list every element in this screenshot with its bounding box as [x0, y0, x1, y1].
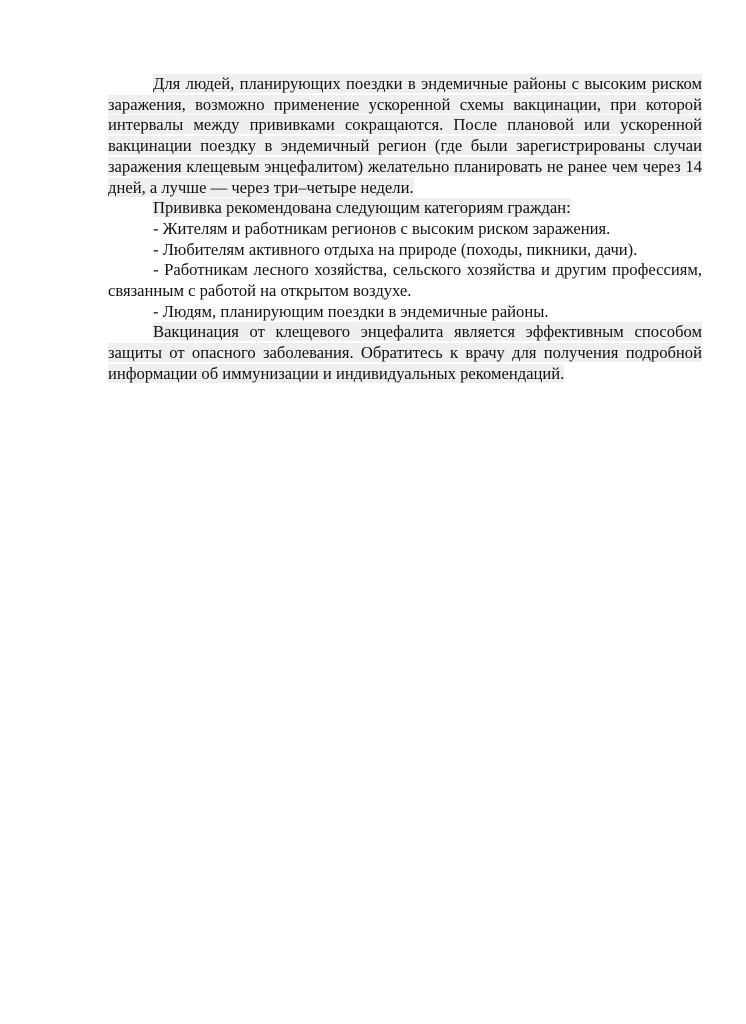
list-item-text: - Работникам лесного хозяйства, сельского хозяйства и другим профессиям, связанным с работой на открытом воздухе. — [108, 260, 702, 301]
list-item-forestry-workers — [108, 260, 702, 301]
document-body — [108, 74, 702, 385]
list-item-outdoor-lovers — [108, 240, 702, 261]
paragraph-text: Прививка рекомендована следующим категориям граждан: — [153, 198, 571, 218]
list-item-residents — [108, 219, 702, 240]
paragraph-text: Вакцинация от клещевого энцефалита является эффективным способом защиты от опасного заболевания. Обратитесь к врачу для получения подробной информации об иммунизации и индивидуальных рекомендаций. — [108, 322, 702, 383]
list-item-travelers — [108, 302, 702, 323]
paragraph-text: Для людей, планирующих поездки в эндемичные районы с высоким риском заражения, возможно применение ускоренной схемы вакцинации, при которой интервалы между прививками сокращаются. После плановой или ускоренной вакцинации поездку в эндемичный регион (где были зарегистрированы случаи заражения клещевым энцефалитом) желательно планировать не ранее чем через 14 дней, а лучше — через три–четыре недели. — [108, 74, 702, 197]
list-item-text: - Людям, планирующим поездки в эндемичные районы. — [153, 301, 549, 321]
paragraph-conclusion — [108, 322, 702, 384]
list-item-text: - Любителям активного отдыха на природе (походы, пикники, дачи). — [153, 239, 638, 259]
paragraph-accelerated-scheme — [108, 74, 702, 198]
paragraph-categories-intro — [108, 198, 702, 219]
list-item-text: - Жителям и работникам регионов с высоким риском заражения. — [153, 218, 611, 238]
